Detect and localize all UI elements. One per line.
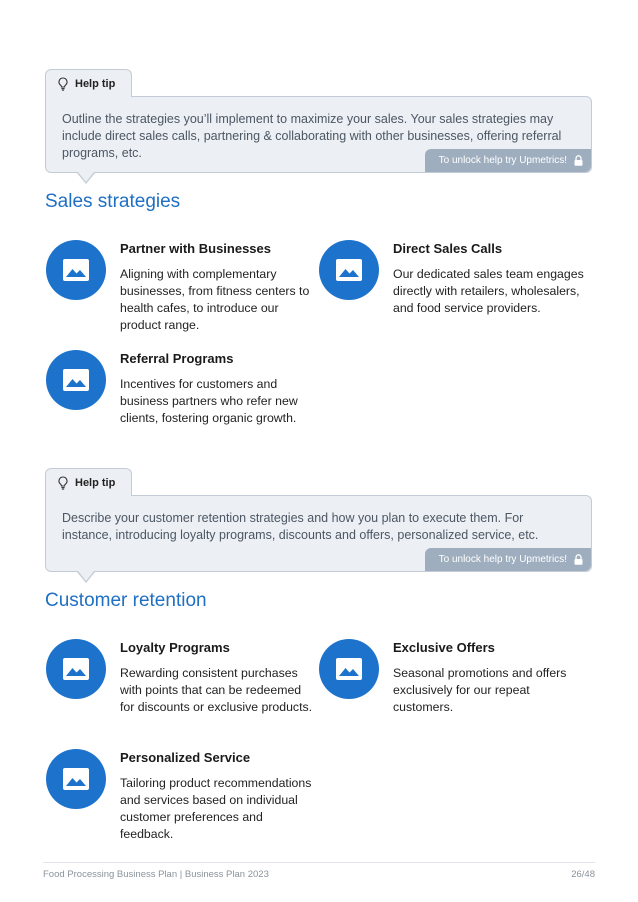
image-icon (336, 658, 362, 680)
help-tip-tab[interactable] (45, 468, 132, 496)
item-text: Tailoring product recommendations and services based on individual customer preferences and feedback. (120, 776, 312, 841)
section-title-sales-strategies: Sales strategies (45, 191, 181, 212)
help-tip-text: Outline the strategies you’ll implement to maximize your sales. Your sales strategies may include direct sales calls, partnering & collaborating with other businesses, offering referral programs, etc. (62, 112, 562, 160)
footer-page-number: 26/48 (571, 869, 595, 880)
item-title: Partner with Businesses (120, 241, 271, 256)
item-icon-circle (46, 240, 106, 300)
item-title: Exclusive Offers (393, 640, 495, 655)
help-tip-pointer (77, 173, 95, 184)
item-icon-circle (46, 749, 106, 809)
help-tip-tab[interactable] (45, 69, 132, 97)
unlock-help-label: To unlock help try Upmetrics! (438, 554, 567, 565)
help-tip-box (45, 96, 592, 173)
item-text: Incentives for customers and business partners who refer new clients, fostering organic growth. (120, 377, 298, 425)
item-title: Personalized Service (120, 750, 251, 765)
item-text: Rewarding consistent purchases with points that can be redeemed for discounts or exclusive products. (120, 666, 313, 714)
lightbulb-icon (57, 77, 69, 91)
image-icon (336, 259, 362, 281)
unlock-help-button[interactable] (425, 149, 591, 172)
item-title: Loyalty Programs (120, 640, 230, 655)
unlock-help-button[interactable] (425, 548, 591, 571)
help-tip-label: Help tip (75, 77, 116, 90)
lock-icon (574, 554, 583, 565)
item-title: Direct Sales Calls (393, 241, 503, 256)
image-icon (63, 259, 89, 281)
lightbulb-icon (57, 476, 69, 490)
section-title-customer-retention: Customer retention (45, 590, 207, 611)
item-icon-circle (319, 639, 379, 699)
item-text: Aligning with complementary businesses, from fitness centers to health cafes, to introduce our product range. (120, 267, 310, 332)
help-tip-pointer (77, 572, 95, 583)
image-icon (63, 768, 89, 790)
help-tip-text: Describe your customer retention strategies and how you plan to execute them. For instance, introducing loyalty programs, discounts and offers, personalized service, etc. (62, 511, 539, 542)
lock-icon (574, 155, 583, 166)
item-icon-circle (319, 240, 379, 300)
item-title: Referral Programs (120, 351, 234, 366)
help-tip-label: Help tip (75, 476, 116, 489)
image-icon (63, 369, 89, 391)
footer-divider (43, 862, 595, 863)
help-tip-box (45, 495, 592, 572)
item-text: Our dedicated sales team engages directly with retailers, wholesalers, and food service providers. (393, 267, 584, 315)
item-icon-circle (46, 639, 106, 699)
item-icon-circle (46, 350, 106, 410)
unlock-help-label: To unlock help try Upmetrics! (438, 155, 567, 166)
footer-document-title: Food Processing Business Plan | Business Plan 2023 (43, 869, 269, 880)
item-text: Seasonal promotions and offers exclusively for our repeat customers. (393, 666, 567, 714)
image-icon (63, 658, 89, 680)
